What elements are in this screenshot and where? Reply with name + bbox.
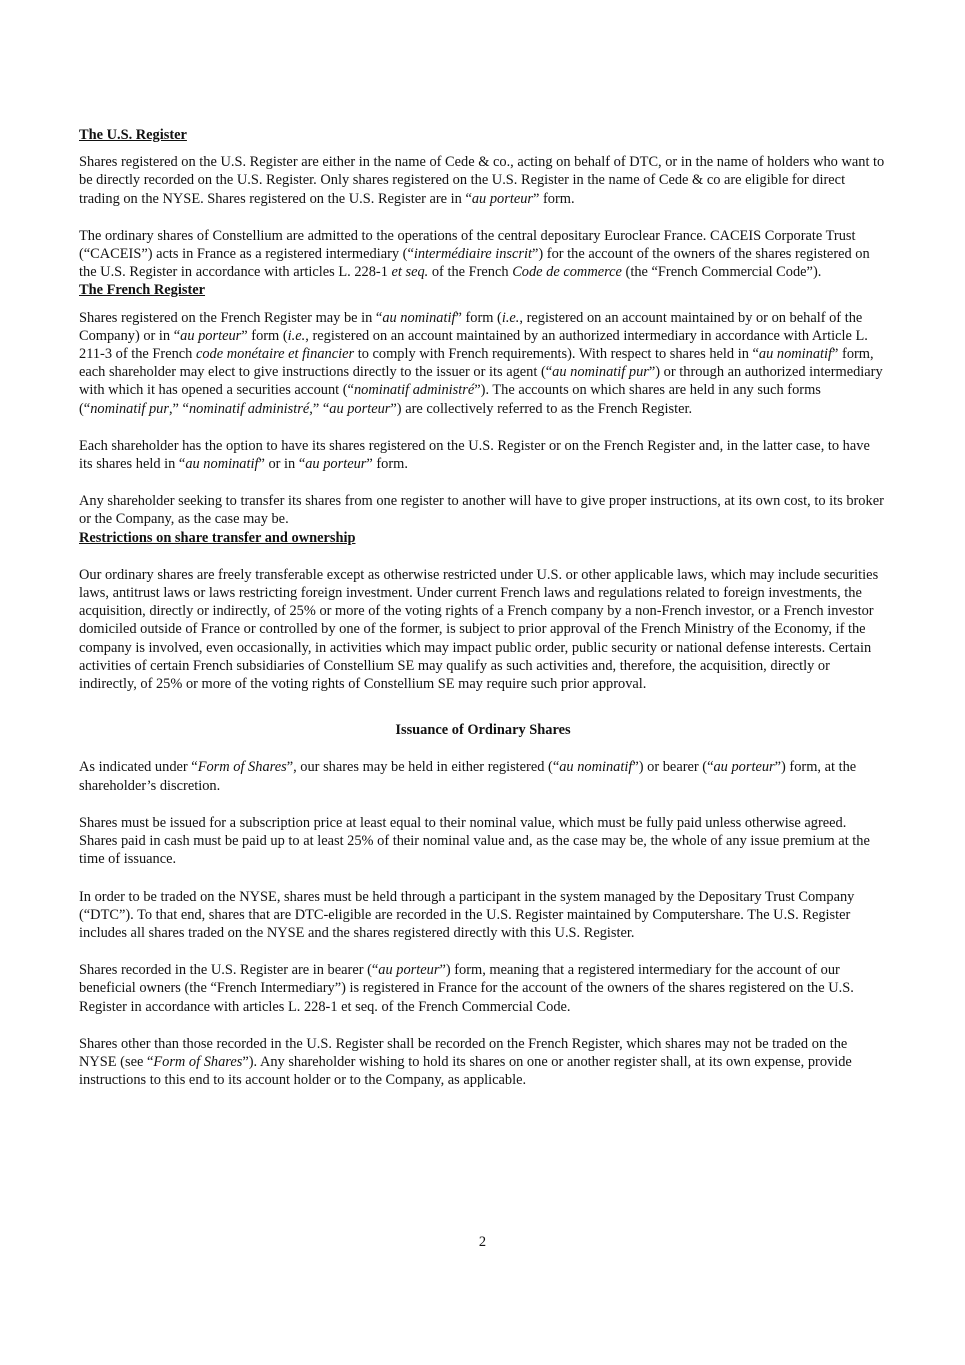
italic-term: nominatif pur: [90, 400, 169, 417]
italic-term: au porteur: [305, 456, 367, 473]
text-run: As indicated under “: [79, 759, 198, 776]
paragraph: [79, 961, 887, 1016]
text-run: , registered on an account maintained by an authorized intermediary in accordance with Article L. 211-3 of the French: [79, 327, 868, 363]
italic-term: Form of Shares: [197, 759, 287, 776]
text-run: Shares other than those recorded in the U.S. Register shall be recorded on the French Register, which shares may not be traded on the NYSE (see “: [79, 1035, 848, 1070]
section-heading-us-register: The U.S. Register: [79, 127, 187, 143]
section-heading-restrictions: Restrictions on share transfer and ownership: [79, 529, 356, 546]
italic-term: au nominatif: [185, 456, 259, 473]
paragraph: [79, 437, 887, 473]
text-run: ” form, each shareholder may elect to give instructions directly to the issuer or its agent (“: [79, 346, 874, 381]
italic-term: au porteur: [180, 327, 242, 344]
paragraph: [79, 814, 887, 869]
text-run: ”, our shares may be held in either registered (“: [286, 759, 560, 776]
italic-term: i.e.: [287, 327, 306, 344]
text-run: ”). The accounts on which shares are held in any such forms (“: [79, 382, 821, 417]
text-run: ,” “: [309, 400, 330, 417]
paragraph: [79, 309, 887, 418]
paragraph: [79, 1035, 887, 1090]
text-run: Shares registered on the French Register may be in “: [79, 309, 383, 326]
text-run: to comply with French requirements). With respect to shares held in “: [354, 346, 759, 363]
text-run: ” form.: [533, 190, 575, 207]
text-run: ”). Any shareholder wishing to hold its shares on one or another register shall, at its own expense, provide instructions to this end to its account holder or to the Company, as applicable.: [79, 1053, 852, 1089]
text-run: ”) form, meaning that a registered intermediary for the account of our beneficial owners (the “French Intermediary”) is registered in France for the account of the owners of the shares registered on the U.S. Register in accordance with articles L. 228-1 et seq. of the French Commercial Code.: [79, 962, 854, 1015]
text-run: ,” “: [168, 400, 189, 417]
section-heading-issuance: Issuance of Ordinary Shares: [395, 722, 571, 739]
text-run: Each shareholder has the option to have its shares registered on the U.S. Register or on the French Register and, in the latter case, to have its shares held in “: [79, 437, 870, 473]
paragraph: [79, 566, 887, 693]
italic-term: au nominatif: [382, 309, 456, 326]
text-run: Shares recorded in the U.S. Register are in bearer (“: [79, 962, 379, 979]
italic-term: au nominatif pur: [552, 364, 649, 381]
italic-term: et seq.: [391, 264, 429, 281]
text-run: The ordinary shares of Constellium are admitted to the operations of the central depositary Euroclear France. CACEIS Corporate Trust (“CACEIS”) acts in France as a registered intermediary (“: [79, 227, 856, 263]
italic-term: nominatif administré: [353, 382, 475, 399]
italic-term: au porteur: [713, 759, 775, 776]
paragraph: [79, 888, 887, 943]
italic-term: Code de commerce: [512, 264, 622, 281]
text-run: Our ordinary shares are freely transferable except as otherwise restricted under U.S. or other applicable laws, which may include securities laws, antitrust laws or laws restricting foreign investment. Under current French laws and regulations related to foreign investments, the acquisition, directly or indirectly, of 25% or more of the voting rights of a French company by a non-French investor, or a French investor domiciled outside of France or controlled by one of the former, is subject to prior approval of the French Ministry of the Economy, if the company is involved, even occasionally, in activities which may impact public order, public security or national defense interests. Certain activities of certain French subsidiaries of Constellium SE may qualify as such activities and, therefore, the acquisition, directly or indirectly, of 25% or more of the voting rights of Constellium SE may require such prior approval.: [79, 566, 879, 693]
text-run: ” form (: [455, 309, 502, 326]
section-heading-french-register: The French Register: [79, 282, 206, 299]
text-run: ”) for the account of the owners of the shares registered on the U.S. Register in accordance with articles L. 228-1: [79, 246, 870, 281]
text-run: Shares must be issued for a subscription price at least equal to their nominal value, which must be fully paid unless otherwise agreed. Shares paid in cash must be paid up to at least 25% of their nominal value and, as the case may be, the whole of any issue premium at the time of issuance.: [79, 814, 870, 868]
italic-term: intermédiaire inscrit: [413, 246, 533, 263]
text-run: ”) or through an authorized intermediary with which it has opened a securities account (“: [79, 364, 883, 399]
paragraph: [79, 758, 887, 794]
text-run: , registered on an account maintained by or on behalf of the Company) or in “: [79, 309, 863, 344]
italic-term: au porteur: [378, 962, 440, 979]
paragraph: [79, 153, 887, 208]
italic-term: code monétaire et financier: [195, 346, 355, 363]
text-run: ”) form, at the shareholder’s discretion.: [79, 759, 857, 794]
text-run: In order to be traded on the NYSE, shares must be held through a participant in the system managed by the Depositary Trust Company (“DTC”). To that end, shares that are DTC-eligible are recorded in the U.S. Register maintained by Computershare. The U.S. Register includes all shares traded on the NYSE and the shares registered directly with this U.S. Register.: [79, 888, 855, 941]
paragraph: [79, 227, 887, 282]
text-run: ”) or bearer (“: [632, 759, 714, 776]
italic-term: i.e.: [501, 309, 520, 326]
italic-term: nominatif administré: [188, 400, 310, 417]
paragraph: [79, 492, 887, 528]
italic-term: au nominatif: [559, 759, 633, 776]
text-run: of the French: [428, 264, 513, 281]
text-run: ” or in “: [258, 456, 306, 473]
text-run: Any shareholder seeking to transfer its shares from one register to another will have to give proper instructions, at its own cost, to its broker or the Company, as the case may be.: [79, 493, 884, 528]
page-number: 2: [478, 1234, 487, 1250]
text-run: ”) are collectively referred to as the French Register.: [390, 400, 693, 417]
text-run: Shares registered on the U.S. Register are either in the name of Cede & co., acting on behalf of DTC, or in the name of holders who want to be directly recorded on the U.S. Register. Only shares registered on the U.S. Register in the name of Cede & co are eligible for direct trading on the NYSE. Shares registered on the U.S. Register are in “: [79, 154, 885, 207]
italic-term: au porteur: [471, 190, 534, 207]
text-run: (the “French Commercial Code”).: [621, 264, 822, 281]
text-run: ” form.: [366, 456, 408, 473]
italic-term: Form of Shares: [153, 1053, 243, 1070]
document-page: [79, 126, 887, 1089]
italic-term: au nominatif: [758, 346, 833, 363]
italic-term: au porteur: [329, 400, 391, 417]
text-run: ” form (: [241, 327, 288, 344]
